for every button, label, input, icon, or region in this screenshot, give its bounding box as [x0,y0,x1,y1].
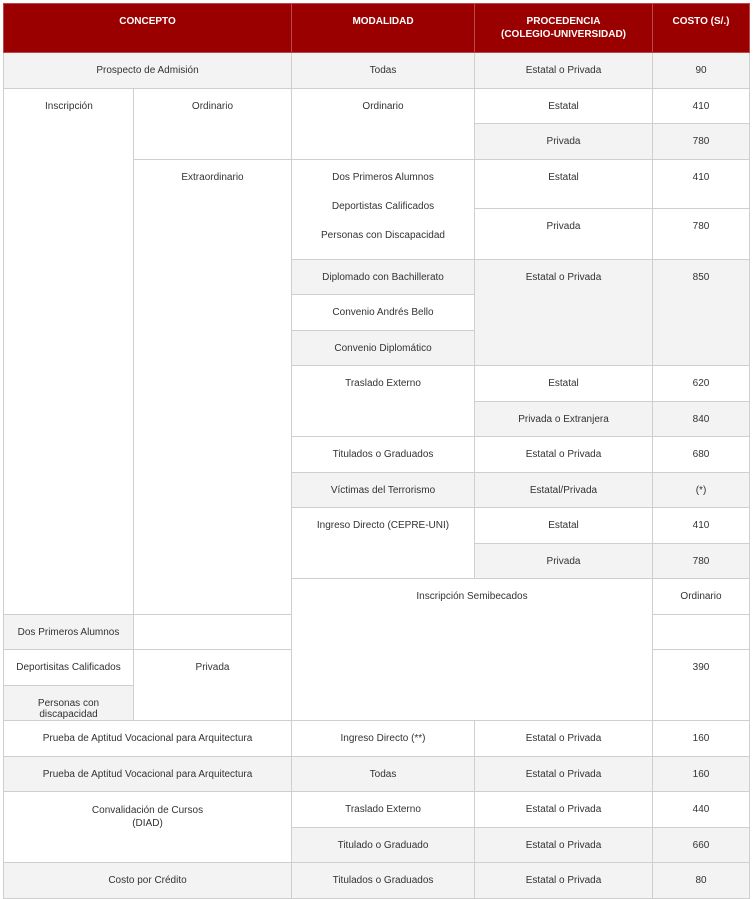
cell-costo: 410 [653,159,750,208]
cell-modalidad: Todas [292,756,475,792]
cell-procedencia: Estatal [475,508,653,544]
cell-costo: 850 [653,259,750,366]
cell-procedencia: Estatal o Privada [475,721,653,757]
cell-procedencia: Estatal o Privada [475,437,653,473]
cell-modalidad: Titulado o Graduado [292,827,475,863]
cell-modalidad: Titulados o Graduados [292,863,475,899]
header-procedencia-line2: (COLEGIO-UNIVERSIDAD) [501,29,626,40]
cell-procedencia: Estatal o Privada [475,53,653,89]
table-row [4,53,750,89]
cell-modalidad: Víctimas del Terrorismo [292,472,475,508]
cell-concepto: Inscripción Semibecados [292,579,653,721]
cell-ordinario: Ordinario [134,88,292,159]
header-procedencia-line1: PROCEDENCIA [526,16,601,27]
admission-fees-table [3,3,750,899]
cell-costo: 80 [653,863,750,899]
table-row [4,792,750,828]
table-row [4,863,750,899]
cell-procedencia: Privada [475,124,653,160]
cell-procedencia: Privada [475,543,653,579]
table-row [4,88,750,124]
modalidad-item: Dos Primeros Alumnos [332,171,434,183]
table-row [4,756,750,792]
cell-procedencia: Estatal o Privada [475,792,653,828]
cell-modalidad: Titulados o Graduados [292,437,475,473]
cell-procedencia: Estatal o Privada [475,756,653,792]
cell-costo: 780 [653,543,750,579]
cell-costo: (*) [653,472,750,508]
cell-procedencia: Privada [475,208,653,259]
cell-costo: 390 [653,650,750,721]
cell-concepto: Costo por Crédito [4,863,292,899]
cell-costo: 160 [653,721,750,757]
cell-concepto: Prueba de Aptitud Vocacional para Arquitectura [4,721,292,757]
cell-modalidad: Traslado Externo [292,366,475,437]
cell-costo: 780 [653,208,750,259]
cell-modalidad: Ingreso Directo (CEPRE-UNI) [292,508,475,579]
header-costo: COSTO (S/.) [653,4,750,53]
cell-modalidad: Deportisitas Calificados [4,650,134,686]
cell-modalidad: Ordinario [292,88,475,159]
cell-costo: 660 [653,827,750,863]
modalidad-item: Personas con Discapacidad [321,229,445,241]
cell-modalidad: Todas [292,53,475,89]
header-modalidad: MODALIDAD [292,4,475,53]
concepto-line2: (DIAD) [132,818,163,829]
cell-concepto [4,792,292,863]
header-procedencia [475,4,653,53]
cell-costo: 440 [653,792,750,828]
cell-inscripcion: Inscripción [4,88,134,614]
cell-modalidad: Dos Primeros Alumnos [4,614,134,650]
cell-modalidad: Ingreso Directo (**) [292,721,475,757]
cell-procedencia: Estatal o Privada [475,827,653,863]
cell-costo: 90 [653,53,750,89]
table-row [4,721,750,757]
cell-modalidad: Personas con discapacidad [4,685,134,721]
table-header-row [4,4,750,53]
cell-concepto: Prueba de Aptitud Vocacional para Arquitectura [4,756,292,792]
cell-concepto: Prospecto de Admisión [4,53,292,89]
cell-costo: 680 [653,437,750,473]
cell-procedencia: Privada [134,650,292,721]
cell-modalidad: Traslado Externo [292,792,475,828]
cell-procedencia: Estatal o Privada [475,863,653,899]
cell-costo: 840 [653,401,750,437]
concepto-line1: Convalidación de Cursos [91,805,204,816]
cell-modalidad: Diplomado con Bachillerato [292,259,475,295]
cell-procedencia: Estatal/Privada [475,472,653,508]
cell-extraordinario: Extraordinario [134,159,292,614]
cell-costo: 780 [653,124,750,160]
cell-procedencia: Privada o Extranjera [475,401,653,437]
cell-costo: 160 [653,756,750,792]
cell-modalidad: Ordinario [653,579,750,615]
cell-costo: 410 [653,88,750,124]
cell-modalidad: Convenio Andrés Bello [292,295,475,331]
cell-procedencia: Estatal [475,159,653,208]
modalidad-item: Deportistas Calificados [331,200,435,212]
cell-costo: 410 [653,508,750,544]
cell-procedencia: Estatal [475,366,653,402]
cell-procedencia: Estatal o Privada [475,259,653,366]
cell-costo: 620 [653,366,750,402]
cell-procedencia: Estatal [475,88,653,124]
header-concepto: CONCEPTO [4,4,292,53]
cell-modalidad: Convenio Diplomático [292,330,475,366]
cell-modalidad-group [292,159,475,259]
